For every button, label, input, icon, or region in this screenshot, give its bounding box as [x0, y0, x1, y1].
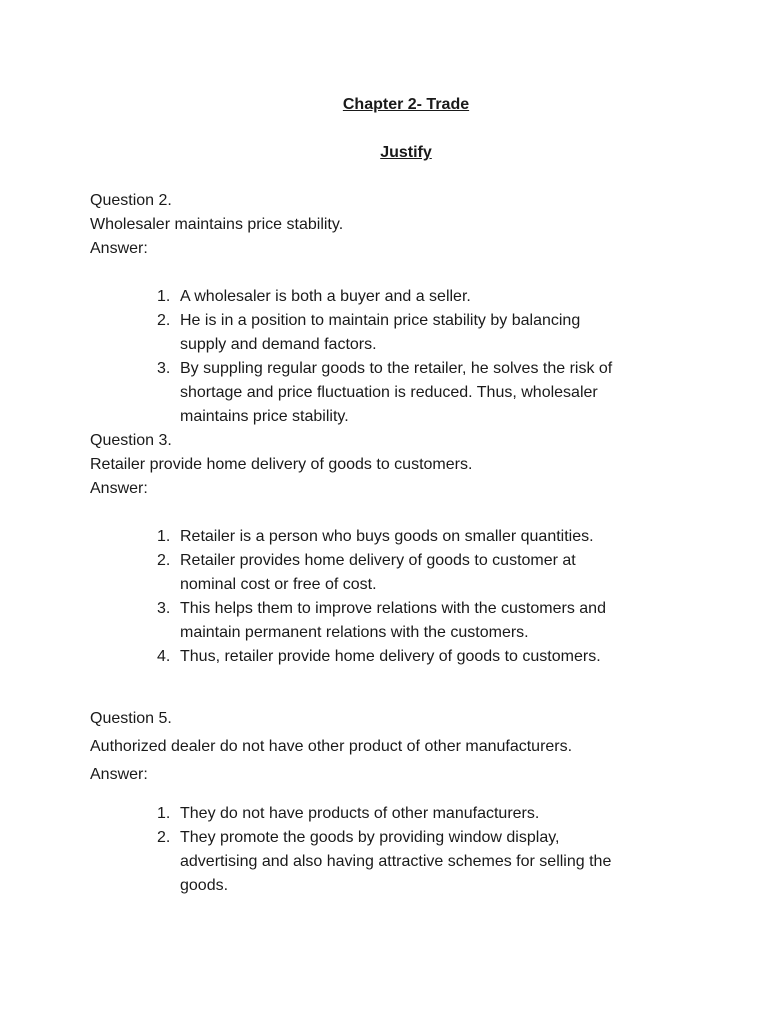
answer-list [157, 802, 680, 898]
list-text: Thus, retailer provide home delivery of goods to customers. [180, 648, 601, 665]
list-text: Retailer is a person who buys goods on smaller quantities. [180, 528, 594, 545]
question-label: Question 2. [90, 192, 172, 209]
list-item [157, 309, 680, 357]
answer-list [157, 285, 680, 429]
list-text: By suppling regular goods to the retailer, he solves the risk of [180, 360, 613, 377]
list-number: 4. [157, 648, 171, 665]
question-statement: Wholesaler maintains price stability. [90, 216, 344, 233]
list-text: They do not have products of other manufacturers. [180, 805, 540, 822]
list-text: goods. [180, 877, 229, 894]
list-number: 2. [157, 552, 171, 569]
list-text: advertising and also having attractive schemes for selling the [180, 853, 612, 870]
list-item [157, 645, 680, 669]
list-number: 1. [157, 528, 171, 545]
section-title: Justify [380, 144, 432, 161]
list-item [157, 549, 680, 597]
list-item [157, 597, 680, 645]
list-number: 2. [157, 312, 171, 329]
list-text: A wholesaler is both a buyer and a seller. [180, 288, 471, 305]
list-item [157, 357, 680, 429]
list-number: 1. [157, 805, 171, 822]
list-item [157, 285, 680, 309]
answer-label: Answer: [90, 240, 148, 257]
list-text: This helps them to improve relations with the customers and [180, 600, 606, 617]
list-text: Retailer provides home delivery of goods to customer at [180, 552, 576, 569]
list-text: They promote the goods by providing window display, [180, 829, 560, 846]
answer-label: Answer: [90, 480, 148, 497]
list-number: 2. [157, 829, 171, 846]
list-text: He is in a position to maintain price stability by balancing [180, 312, 581, 329]
answer-label: Answer: [90, 766, 148, 783]
list-item [157, 802, 680, 826]
list-text: nominal cost or free of cost. [180, 576, 377, 593]
list-text: supply and demand factors. [180, 336, 377, 353]
question-statement: Retailer provide home delivery of goods to customers. [90, 456, 473, 473]
list-number: 3. [157, 360, 171, 377]
question-label: Question 5. [90, 710, 172, 727]
list-number: 1. [157, 288, 171, 305]
answer-list [157, 525, 680, 669]
list-item [157, 525, 680, 549]
question-label: Question 3. [90, 432, 172, 449]
question-statement: Authorized dealer do not have other product of other manufacturers. [90, 738, 573, 755]
list-text: shortage and price fluctuation is reduced. Thus, wholesaler [180, 384, 598, 401]
list-text: maintain permanent relations with the customers. [180, 624, 529, 641]
list-text: maintains price stability. [180, 408, 349, 425]
chapter-title: Chapter 2- Trade [342, 96, 470, 113]
list-item [157, 826, 680, 898]
list-number: 3. [157, 600, 171, 617]
